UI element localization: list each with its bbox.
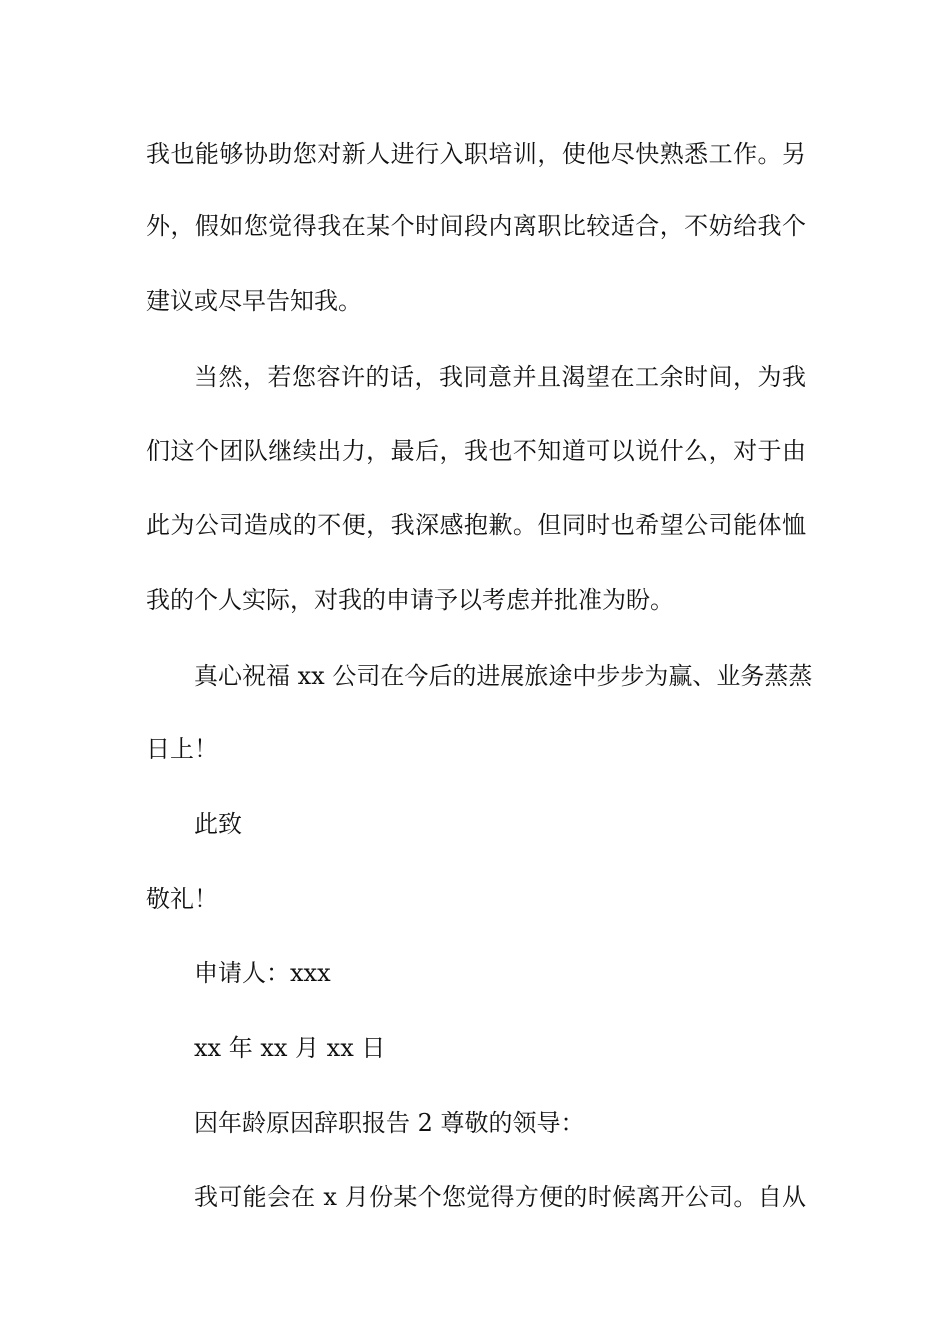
closing-salutation: 此致 [194, 810, 242, 838]
paragraph-line: 我的个人实际，对我的申请予以考虑并批准为盼。 [146, 586, 674, 614]
paragraph-line: 当然，若您容许的话，我同意并且渴望在工余时间，为我 [194, 363, 806, 391]
paragraph-line: 日上！ [146, 735, 218, 763]
paragraph-line: 我可能会在 x 月份某个您觉得方便的时候离开公司。自从 [194, 1183, 806, 1211]
paragraph-line: 外，假如您觉得我在某个时间段内离职比较适合，不妨给我个 [146, 212, 806, 240]
closing-respect: 敬礼！ [146, 885, 218, 913]
paragraph-line: 建议或尽早告知我。 [146, 287, 362, 315]
date-line: xx 年 xx 月 xx 日 [194, 1034, 386, 1062]
paragraph-line: 此为公司造成的不便，我深感抱歉。但同时也希望公司能体恤 [146, 511, 806, 539]
paragraph-line: 真心祝福 xx 公司在今后的进展旅途中步步为赢、业务蒸蒸 [194, 662, 813, 690]
section-heading: 因年龄原因辞职报告 2 尊敬的领导： [194, 1109, 585, 1137]
paragraph-line: 我也能够协助您对新人进行入职培训，使他尽快熟悉工作。另 [146, 140, 806, 168]
applicant-signature: 申请人：xxx [194, 959, 331, 987]
paragraph-line: 们这个团队继续出力，最后，我也不知道可以说什么，对于由 [146, 437, 806, 465]
